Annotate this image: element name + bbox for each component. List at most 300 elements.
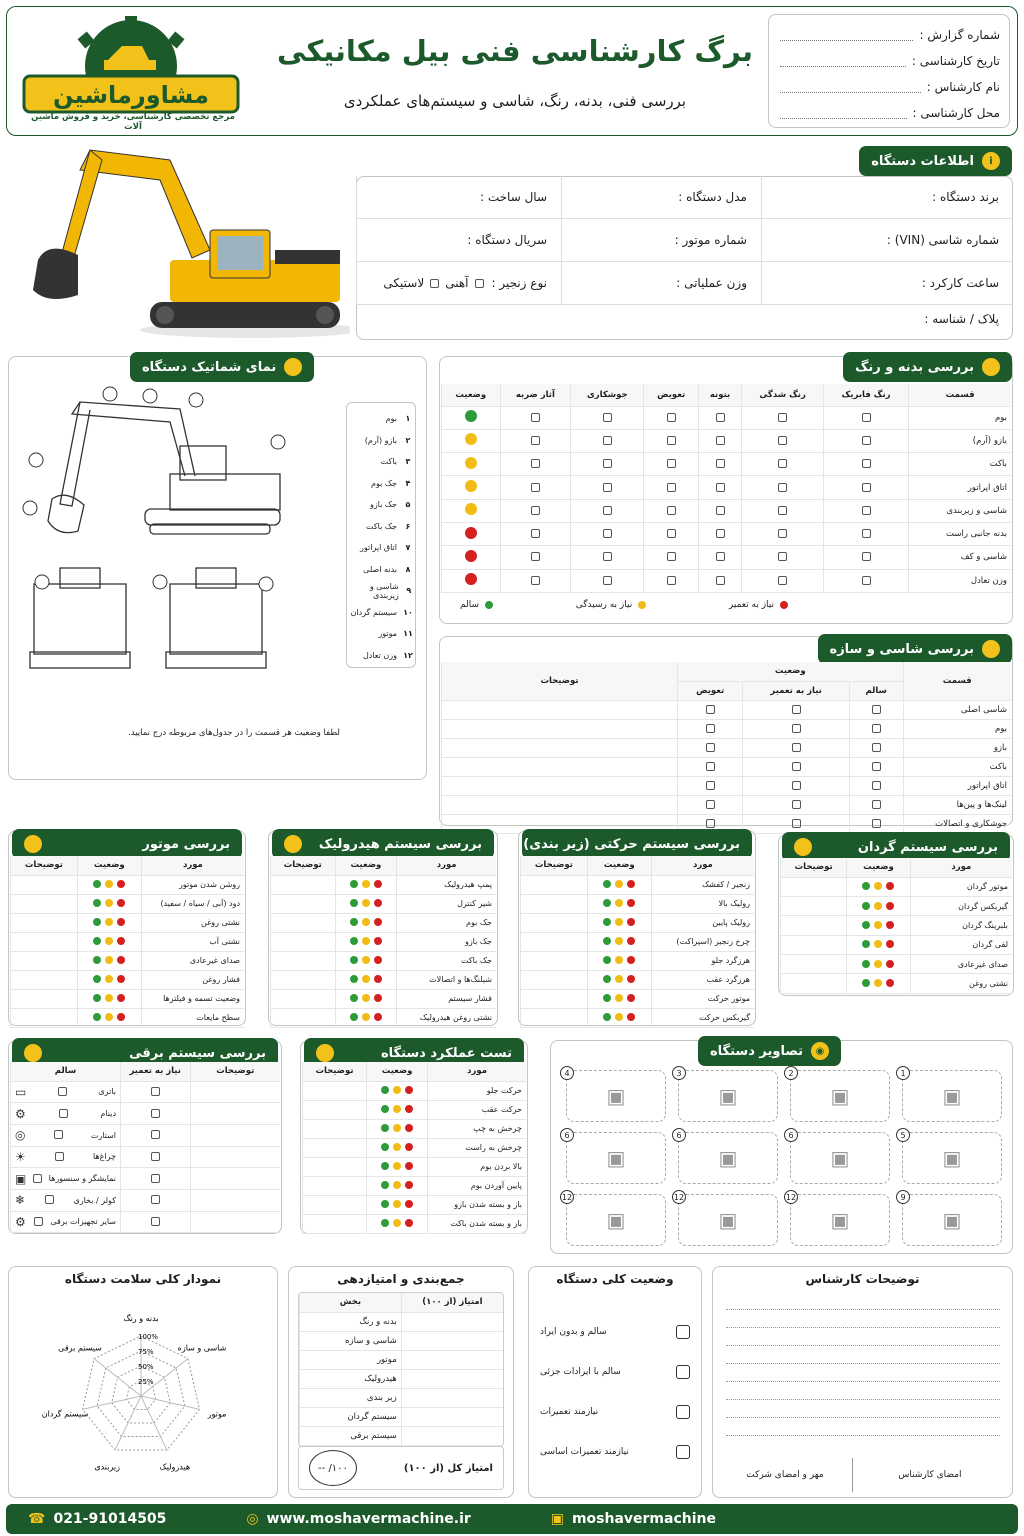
status-dot[interactable] — [615, 880, 623, 888]
notes-cell[interactable] — [271, 951, 336, 970]
footer-web[interactable]: ◎ www.moshavermachine.ir — [246, 1511, 471, 1527]
meta-field[interactable] — [780, 74, 1000, 100]
checkbox[interactable] — [872, 724, 881, 733]
notes-cell[interactable] — [11, 894, 78, 913]
notes-cell[interactable] — [442, 738, 678, 757]
checkbox[interactable] — [862, 459, 871, 468]
status-dot[interactable] — [350, 918, 358, 926]
checkbox[interactable] — [706, 743, 715, 752]
checkbox[interactable] — [706, 762, 715, 771]
checkbox[interactable] — [862, 576, 871, 585]
status-dot[interactable] — [350, 956, 358, 964]
status-dot[interactable] — [862, 979, 870, 987]
status-dot[interactable] — [362, 918, 370, 926]
status-dot[interactable] — [350, 1013, 358, 1021]
status-dot[interactable] — [874, 960, 882, 968]
status-dot[interactable] — [374, 1013, 382, 1021]
photo-slot[interactable] — [902, 1070, 1002, 1122]
notes-cell[interactable] — [271, 875, 336, 894]
checkbox[interactable] — [778, 483, 787, 492]
checkbox[interactable] — [778, 529, 787, 538]
status-dot[interactable] — [105, 1013, 113, 1021]
checkbox[interactable] — [531, 529, 540, 538]
photo-slot[interactable] — [902, 1132, 1002, 1184]
sign-company[interactable]: مهر و امضای شرکت — [746, 1470, 824, 1480]
status-dot[interactable] — [117, 899, 125, 907]
checkbox[interactable] — [862, 436, 871, 445]
device-field[interactable] — [356, 262, 561, 305]
checkbox[interactable] — [54, 1130, 63, 1139]
checkbox[interactable] — [531, 459, 540, 468]
status-dot[interactable] — [886, 940, 894, 948]
status-dot[interactable] — [393, 1181, 401, 1189]
checkbox[interactable] — [151, 1087, 160, 1096]
status-dot[interactable] — [350, 975, 358, 983]
status-dot[interactable] — [615, 956, 623, 964]
status-dot[interactable] — [603, 1013, 611, 1021]
checkbox[interactable] — [667, 552, 676, 561]
status-dot[interactable] — [117, 975, 125, 983]
option-checkbox[interactable] — [676, 1445, 690, 1459]
notes-cell[interactable] — [190, 1081, 280, 1103]
checkbox[interactable] — [603, 459, 612, 468]
notes-cell[interactable] — [781, 935, 847, 954]
checkbox[interactable] — [792, 800, 801, 809]
checkbox[interactable] — [716, 529, 725, 538]
status-dot[interactable] — [405, 1105, 413, 1113]
checkbox[interactable] — [862, 506, 871, 515]
overall-option[interactable] — [540, 1352, 690, 1392]
notes-cell[interactable] — [521, 1008, 588, 1027]
photo-slot[interactable] — [790, 1194, 890, 1246]
status-dot[interactable] — [374, 880, 382, 888]
status-dot[interactable] — [393, 1086, 401, 1094]
status-dot[interactable] — [362, 880, 370, 888]
status-dot[interactable] — [603, 918, 611, 926]
chain-steel-checkbox[interactable] — [475, 279, 484, 288]
checkbox[interactable] — [778, 576, 787, 585]
checkbox[interactable] — [716, 483, 725, 492]
device-field[interactable] — [761, 176, 1013, 219]
status-dot[interactable] — [393, 1143, 401, 1151]
photo-slot[interactable] — [678, 1132, 778, 1184]
score-cell[interactable] — [401, 1426, 503, 1445]
checkbox[interactable] — [862, 483, 871, 492]
status-dot[interactable] — [886, 882, 894, 890]
status-dot[interactable] — [93, 899, 101, 907]
status-dot[interactable] — [350, 899, 358, 907]
status-dot[interactable] — [393, 1200, 401, 1208]
status-dot[interactable] — [93, 994, 101, 1002]
notes-cell[interactable] — [521, 875, 588, 894]
status-dot[interactable] — [381, 1162, 389, 1170]
device-field[interactable] — [761, 219, 1013, 262]
notes-cell[interactable] — [11, 875, 78, 894]
status-dot[interactable] — [350, 937, 358, 945]
status-dot[interactable] — [886, 979, 894, 987]
status-dot[interactable] — [117, 918, 125, 926]
status-dot[interactable] — [615, 994, 623, 1002]
status-dot[interactable] — [627, 975, 635, 983]
status-dot[interactable] — [105, 880, 113, 888]
chain-rubber-checkbox[interactable] — [430, 279, 439, 288]
notes-cell[interactable] — [521, 951, 588, 970]
status-dot[interactable] — [350, 880, 358, 888]
option-checkbox[interactable] — [676, 1325, 690, 1339]
notes-cell[interactable] — [190, 1168, 280, 1190]
status-dot[interactable] — [362, 975, 370, 983]
status-dot[interactable] — [374, 956, 382, 964]
status-dot[interactable] — [405, 1219, 413, 1227]
checkbox[interactable] — [706, 705, 715, 714]
checkbox[interactable] — [667, 483, 676, 492]
status-dot[interactable] — [603, 937, 611, 945]
checkbox[interactable] — [603, 483, 612, 492]
photo-slot[interactable] — [678, 1070, 778, 1122]
row-label: هرزگرد عقب — [651, 970, 754, 989]
checkbox[interactable] — [151, 1217, 160, 1226]
checkbox[interactable] — [706, 781, 715, 790]
checkbox[interactable] — [778, 506, 787, 515]
status-dot[interactable] — [105, 956, 113, 964]
notes-cell[interactable] — [11, 951, 78, 970]
status-dot[interactable] — [105, 975, 113, 983]
status-dot[interactable] — [886, 960, 894, 968]
status-dot[interactable] — [93, 1013, 101, 1021]
notes-cell[interactable] — [781, 896, 847, 915]
checkbox[interactable] — [603, 552, 612, 561]
status-dot[interactable] — [374, 918, 382, 926]
checkbox[interactable] — [792, 762, 801, 771]
photo-slot[interactable] — [678, 1194, 778, 1246]
status-dot[interactable] — [362, 956, 370, 964]
notes-cell[interactable] — [442, 776, 678, 795]
status-dot[interactable] — [874, 902, 882, 910]
notes-cell[interactable] — [303, 1214, 367, 1233]
checkbox[interactable] — [151, 1130, 160, 1139]
status-dot[interactable] — [350, 994, 358, 1002]
status-dot[interactable] — [374, 994, 382, 1002]
status-dot[interactable] — [381, 1200, 389, 1208]
status-dot[interactable] — [603, 956, 611, 964]
status-dot[interactable] — [93, 975, 101, 983]
photo-slot[interactable] — [566, 1070, 666, 1122]
status-dot[interactable] — [105, 918, 113, 926]
status-dot[interactable] — [405, 1200, 413, 1208]
checkbox[interactable] — [151, 1109, 160, 1118]
status-dot[interactable] — [362, 899, 370, 907]
notes-cell[interactable] — [303, 1100, 367, 1119]
status-dot[interactable] — [381, 1105, 389, 1113]
status-dot[interactable] — [117, 994, 125, 1002]
checkbox[interactable] — [45, 1195, 54, 1204]
checkbox[interactable] — [862, 529, 871, 538]
checkbox[interactable] — [531, 506, 540, 515]
status-dot[interactable] — [362, 994, 370, 1002]
notes-cell[interactable] — [442, 700, 678, 719]
status-dot[interactable] — [874, 940, 882, 948]
status-dot[interactable] — [615, 899, 623, 907]
status-dot[interactable] — [862, 902, 870, 910]
checkbox[interactable] — [862, 413, 871, 422]
checkbox[interactable] — [667, 576, 676, 585]
checkbox[interactable] — [778, 436, 787, 445]
notes-cell[interactable] — [303, 1176, 367, 1195]
checkbox[interactable] — [862, 552, 871, 561]
notes-cell[interactable] — [11, 989, 78, 1008]
status-dot[interactable] — [627, 937, 635, 945]
checkbox[interactable] — [872, 781, 881, 790]
checkbox[interactable] — [778, 459, 787, 468]
notes-cell[interactable] — [521, 894, 588, 913]
checkbox[interactable] — [667, 506, 676, 515]
overall-option[interactable] — [540, 1432, 690, 1472]
status-dot[interactable] — [93, 918, 101, 926]
checkbox[interactable] — [667, 529, 676, 538]
notes-cell[interactable] — [190, 1211, 280, 1233]
checkbox[interactable] — [706, 819, 715, 828]
checkbox[interactable] — [792, 705, 801, 714]
overall-title: وضعیت کلی دستگاه — [556, 1272, 674, 1286]
status-dot[interactable] — [874, 882, 882, 890]
checkbox[interactable] — [151, 1195, 160, 1204]
status-dot[interactable] — [117, 880, 125, 888]
checkbox[interactable] — [872, 743, 881, 752]
notes-cell[interactable] — [11, 970, 78, 989]
checkbox[interactable] — [667, 436, 676, 445]
checkbox[interactable] — [872, 705, 881, 714]
footer-phone[interactable]: ☎ 021-91014505 — [28, 1511, 167, 1527]
checkbox[interactable] — [872, 762, 881, 771]
notes-cell[interactable] — [521, 932, 588, 951]
status-dot[interactable] — [93, 880, 101, 888]
notes-cell[interactable] — [781, 974, 847, 993]
notes-cell[interactable] — [521, 913, 588, 932]
status-dot[interactable] — [381, 1124, 389, 1132]
status-dot[interactable] — [381, 1086, 389, 1094]
status-dot[interactable] — [117, 937, 125, 945]
overall-option[interactable] — [540, 1392, 690, 1432]
footer-instagram[interactable]: ▣ moshavermachine — [550, 1511, 716, 1527]
notes-cell[interactable] — [271, 989, 336, 1008]
status-dot[interactable] — [874, 979, 882, 987]
device-field[interactable] — [561, 176, 761, 219]
status-dot[interactable] — [627, 956, 635, 964]
notes-cell[interactable] — [190, 1103, 280, 1125]
status-dot[interactable] — [627, 1013, 635, 1021]
notes-cell[interactable] — [442, 719, 678, 738]
status-dot[interactable] — [886, 921, 894, 929]
checkbox[interactable] — [716, 459, 725, 468]
status-dot[interactable] — [615, 937, 623, 945]
status-dot[interactable] — [862, 960, 870, 968]
notes-cell[interactable] — [442, 757, 678, 776]
notes-cell[interactable] — [303, 1195, 367, 1214]
checkbox[interactable] — [792, 819, 801, 828]
meta-field[interactable] — [780, 22, 1000, 48]
status-dot[interactable] — [393, 1105, 401, 1113]
notes-cell[interactable] — [303, 1119, 367, 1138]
notes-cell[interactable] — [781, 916, 847, 935]
notes-cell[interactable] — [303, 1157, 367, 1176]
checkbox[interactable] — [603, 576, 612, 585]
overall-option[interactable] — [540, 1312, 690, 1352]
meta-field[interactable] — [780, 100, 1000, 126]
status-dot[interactable] — [105, 937, 113, 945]
device-field[interactable] — [356, 219, 561, 262]
notes-cell[interactable] — [190, 1189, 280, 1211]
status-dot[interactable] — [603, 994, 611, 1002]
checkbox[interactable] — [716, 436, 725, 445]
sign-expert[interactable]: امضای کارشناس — [898, 1470, 962, 1480]
checkbox[interactable] — [531, 552, 540, 561]
status-dot[interactable] — [627, 918, 635, 926]
checkbox[interactable] — [55, 1152, 64, 1161]
column-header: وضعیت — [77, 856, 141, 875]
checkbox[interactable] — [667, 459, 676, 468]
checkbox[interactable] — [531, 576, 540, 585]
checkbox[interactable] — [716, 506, 725, 515]
checkbox[interactable] — [778, 552, 787, 561]
status-dot[interactable] — [93, 937, 101, 945]
checkbox[interactable] — [716, 576, 725, 585]
notes-cell[interactable] — [271, 1008, 336, 1027]
checkbox[interactable] — [531, 483, 540, 492]
checkbox[interactable] — [34, 1217, 43, 1226]
status-dot[interactable] — [603, 880, 611, 888]
notes-cell[interactable] — [271, 932, 336, 951]
photo-slot[interactable] — [790, 1132, 890, 1184]
photo-slot[interactable] — [566, 1194, 666, 1246]
notes-cell[interactable] — [442, 795, 678, 814]
status-dot[interactable] — [381, 1219, 389, 1227]
checkbox[interactable] — [151, 1152, 160, 1161]
notes-cell[interactable] — [190, 1146, 280, 1168]
status-dot[interactable] — [405, 1124, 413, 1132]
status-dot[interactable] — [117, 956, 125, 964]
option-checkbox[interactable] — [676, 1365, 690, 1379]
notes-cell[interactable] — [781, 877, 847, 896]
status-dot[interactable] — [393, 1124, 401, 1132]
status-dot[interactable] — [393, 1162, 401, 1170]
status-dot[interactable] — [374, 975, 382, 983]
checkbox[interactable] — [872, 800, 881, 809]
meta-field[interactable] — [780, 48, 1000, 74]
device-field[interactable] — [561, 262, 761, 305]
option-checkbox[interactable] — [676, 1405, 690, 1419]
status-dot[interactable] — [405, 1162, 413, 1170]
status-dot[interactable] — [615, 975, 623, 983]
notes-cell[interactable] — [303, 1081, 367, 1100]
checkbox[interactable] — [531, 413, 540, 422]
score-cell[interactable] — [401, 1407, 503, 1426]
checkbox[interactable] — [603, 506, 612, 515]
status-dot[interactable] — [862, 921, 870, 929]
checkbox[interactable] — [792, 781, 801, 790]
status-dot[interactable] — [381, 1181, 389, 1189]
notes-cell[interactable] — [190, 1124, 280, 1146]
device-field[interactable] — [761, 262, 1013, 305]
status-dot[interactable] — [105, 899, 113, 907]
checkbox[interactable] — [59, 1109, 68, 1118]
status-dot[interactable] — [886, 902, 894, 910]
device-field[interactable] — [356, 176, 561, 219]
status-dot[interactable] — [862, 940, 870, 948]
checkbox[interactable] — [603, 413, 612, 422]
status-dot[interactable] — [362, 1013, 370, 1021]
notes-cell[interactable] — [11, 1008, 78, 1027]
device-field[interactable] — [924, 312, 999, 326]
status-dot[interactable] — [603, 899, 611, 907]
checkbox[interactable] — [58, 1087, 67, 1096]
checkbox[interactable] — [778, 413, 787, 422]
status-dot[interactable] — [862, 882, 870, 890]
status-dot[interactable] — [603, 975, 611, 983]
checkbox[interactable] — [667, 413, 676, 422]
status-dot[interactable] — [405, 1181, 413, 1189]
notes-cell[interactable] — [271, 913, 336, 932]
notes-cell[interactable] — [11, 932, 78, 951]
score-cell[interactable] — [401, 1312, 503, 1331]
status-dot[interactable] — [93, 956, 101, 964]
status-dot[interactable] — [117, 1013, 125, 1021]
status-dot[interactable] — [374, 937, 382, 945]
status-dot[interactable] — [362, 937, 370, 945]
checkbox[interactable] — [706, 800, 715, 809]
status-dot[interactable] — [374, 899, 382, 907]
notes-cell[interactable] — [521, 970, 588, 989]
status-dot[interactable] — [405, 1086, 413, 1094]
checkbox[interactable] — [716, 413, 725, 422]
checkbox[interactable] — [151, 1174, 160, 1183]
status-dot[interactable] — [615, 1013, 623, 1021]
checkbox[interactable] — [531, 436, 540, 445]
notes-cell[interactable] — [11, 913, 78, 932]
score-cell[interactable] — [401, 1331, 503, 1350]
label-cell — [11, 1081, 121, 1103]
checkbox[interactable] — [792, 724, 801, 733]
checkbox[interactable] — [33, 1174, 42, 1183]
checkbox[interactable] — [706, 724, 715, 733]
checkbox[interactable] — [603, 529, 612, 538]
notes-cell[interactable] — [271, 894, 336, 913]
checkbox[interactable] — [792, 743, 801, 752]
status-dot[interactable] — [105, 994, 113, 1002]
status-dot[interactable] — [627, 880, 635, 888]
photo-slot[interactable] — [566, 1132, 666, 1184]
notes-cell[interactable] — [303, 1138, 367, 1157]
status-dot[interactable] — [405, 1143, 413, 1151]
checkbox[interactable] — [603, 436, 612, 445]
notes-cell[interactable] — [521, 989, 588, 1008]
photo-slot[interactable] — [902, 1194, 1002, 1246]
status-dot[interactable] — [393, 1219, 401, 1227]
status-dot[interactable] — [381, 1143, 389, 1151]
status-dot[interactable] — [874, 921, 882, 929]
score-cell[interactable] — [401, 1388, 503, 1407]
checkbox[interactable] — [716, 552, 725, 561]
status-dot[interactable] — [615, 918, 623, 926]
checkbox[interactable] — [872, 819, 881, 828]
notes-cell[interactable] — [781, 955, 847, 974]
status-dot[interactable] — [627, 994, 635, 1002]
score-cell[interactable] — [401, 1369, 503, 1388]
status-dot[interactable] — [627, 899, 635, 907]
score-cell[interactable] — [401, 1350, 503, 1369]
device-field[interactable] — [561, 219, 761, 262]
photo-slot[interactable] — [790, 1070, 890, 1122]
notes-cell[interactable] — [271, 970, 336, 989]
